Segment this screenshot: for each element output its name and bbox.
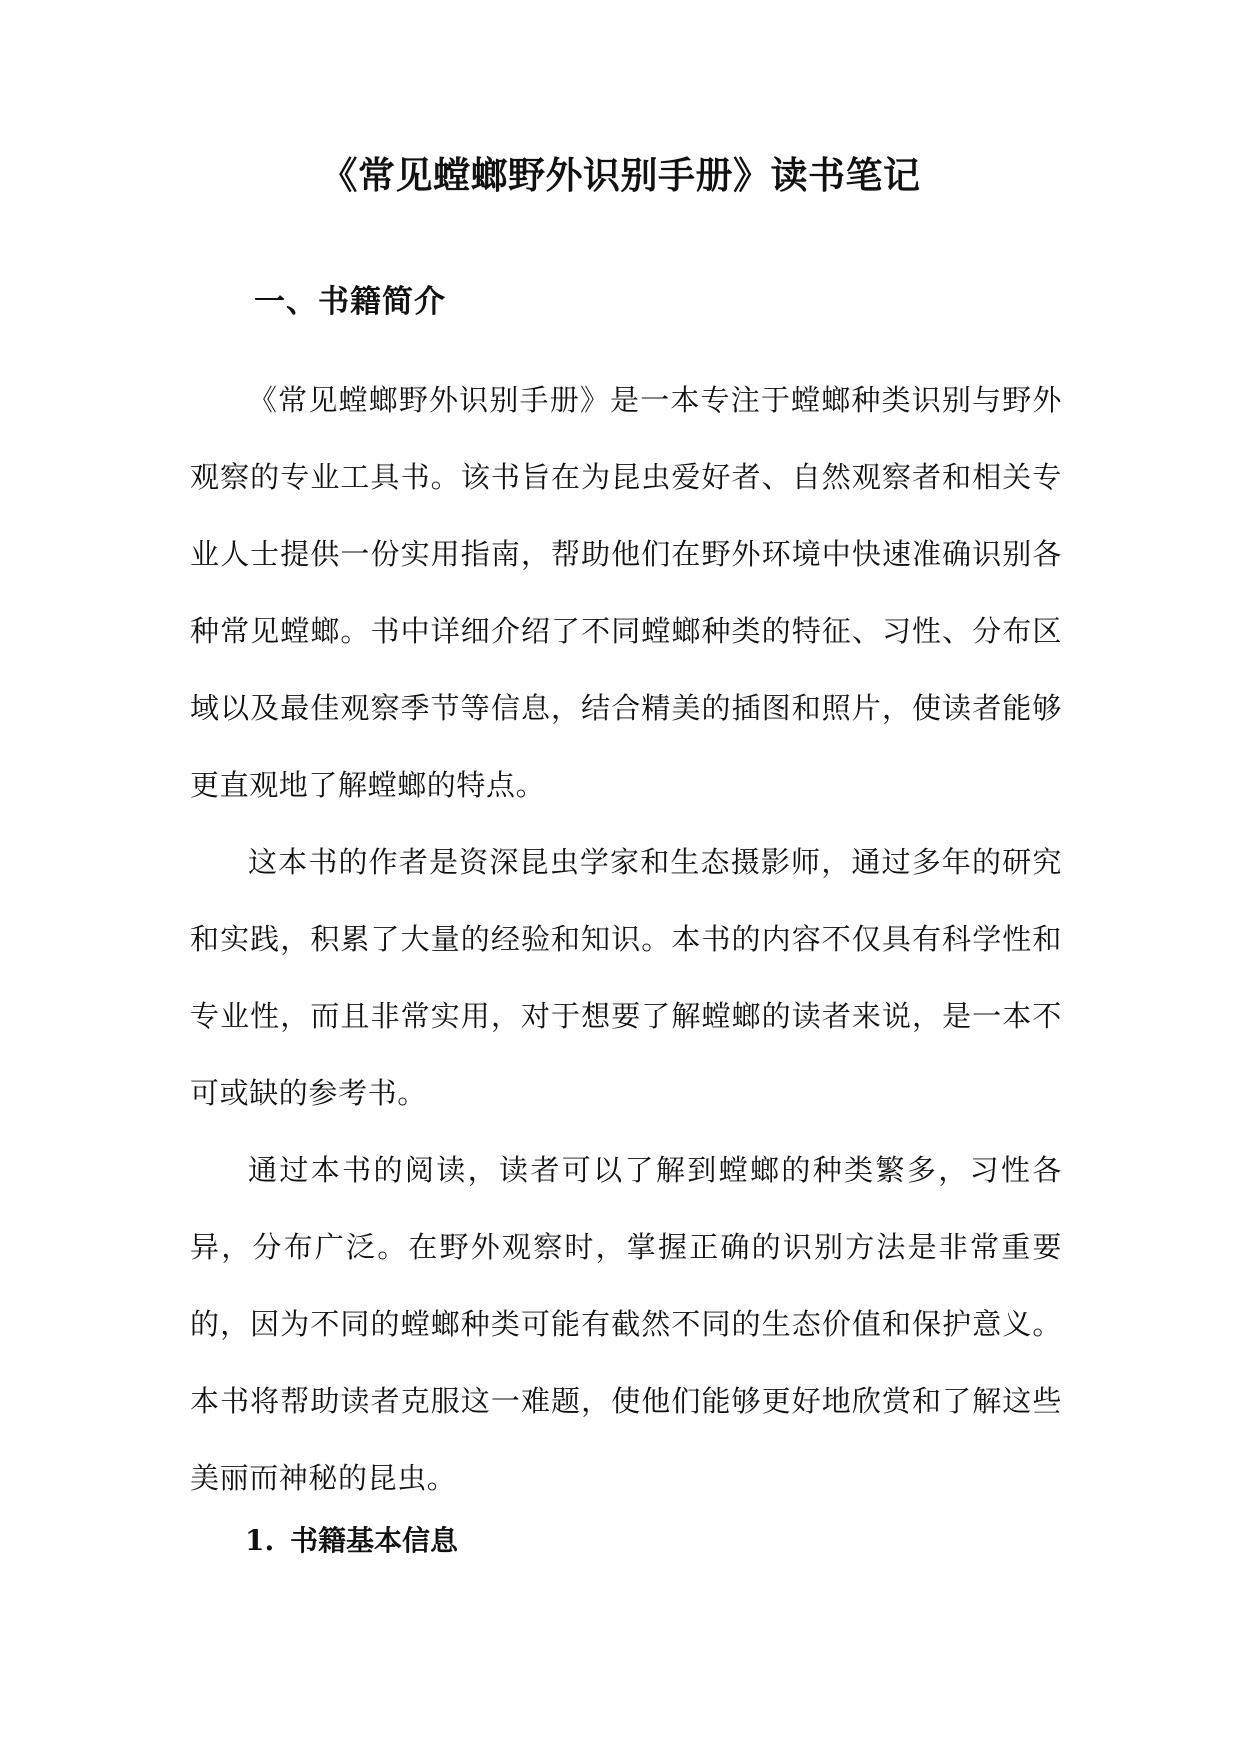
- paragraph-reading: 通过本书的阅读，读者可以了解到螳螂的种类繁多，习性各异，分布广泛。在野外观察时，掌握正确的识别方法是非常重要的，因为不同的螳螂种类可能有截然不同的生态价值和保护意义。本书将帮助读者克服这一难题，使他们能够更好地欣赏和了解这些美丽而神秘的昆虫。: [190, 1153, 1062, 1495]
- paragraph-intro: 《常见螳螂野外识别手册》是一本专注于螳螂种类识别与野外观察的专业工具书。该书旨在为昆虫爱好者、自然观察者和相关专业人士提供一份实用指南，帮助他们在野外环境中快速准确识别各种常见螳螂。书中详细介绍了不同螳螂种类的特征、习性、分布区域以及最佳观察季节等信息，结合精美的插图和照片，使读者能够更直观地了解螳螂的特点。: [190, 383, 1062, 802]
- section-body: [190, 362, 1062, 1517]
- subsection-number: 1.: [245, 1524, 275, 1557]
- paragraph-author: 这本书的作者是资深昆虫学家和生态摄影师，通过多年的研究和实践，积累了大量的经验和知识。本书的内容不仅具有科学性和专业性，而且非常实用，对于想要了解螳螂的读者来说，是一本不可或缺的参考书。: [190, 845, 1062, 1110]
- subsection-title: 书籍基本信息: [290, 1524, 459, 1557]
- document-title: 《常见螳螂野外识别手册》读书笔记: [320, 153, 921, 197]
- section-heading: 一、书籍简介: [254, 284, 446, 320]
- subsection-heading: [245, 1521, 458, 1561]
